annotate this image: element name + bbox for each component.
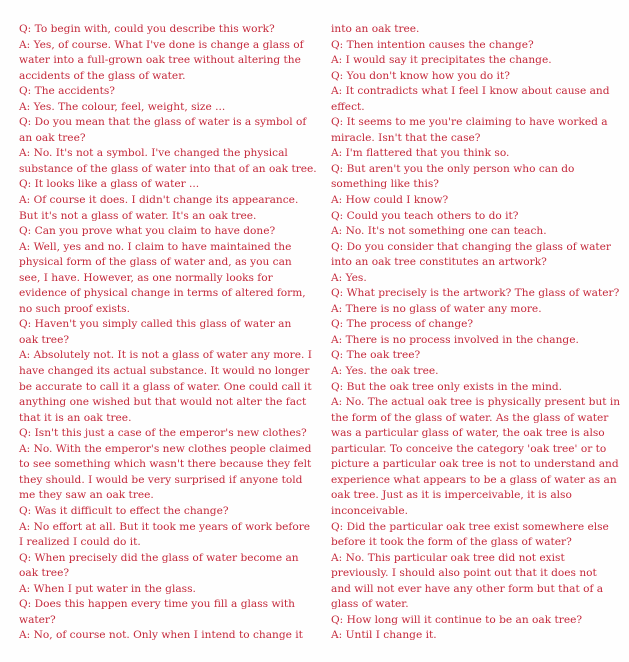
text-line: A: There is no process involved in the change. xyxy=(331,333,579,346)
text-line: previously. I should also point out that it does not xyxy=(331,567,597,580)
text-line: Q: Was it difficult to effect the change? xyxy=(19,504,229,517)
text-line: anything one wished but that would not alter the fact xyxy=(19,396,307,409)
right-column xyxy=(331,22,621,644)
text-line: particular. To conceive the category 'oak tree' or to xyxy=(331,442,607,455)
text-line: Q: Did the particular oak tree exist somewhere else xyxy=(331,520,609,533)
text-line: to see something which wasn't there because they felt xyxy=(19,458,312,471)
text-line: A: Until I change it. xyxy=(331,629,437,642)
text-line: A: No. The actual oak tree is physically present but in xyxy=(331,396,621,409)
text-line: substance of the glass of water into that of an oak tree. xyxy=(19,162,317,175)
text-line: inconceivable. xyxy=(331,504,409,517)
text-line: something like this? xyxy=(331,178,439,191)
text-line: A: Absolutely not. It is not a glass of water any more. I xyxy=(19,349,312,362)
text-line: A: I'm flattered that you think so. xyxy=(331,147,510,160)
text-line: Q: The oak tree? xyxy=(331,349,421,362)
text-line: experience what appears to be a glass of water as an xyxy=(331,473,617,486)
text-line: A: No. With the emperor's new clothes people claimed xyxy=(19,442,312,455)
text-line: Q: How long will it continue to be an oak tree? xyxy=(331,613,583,626)
text-line: A: Well, yes and no. I claim to have maintained the xyxy=(19,240,292,253)
text-line: into an oak tree constitutes an artwork? xyxy=(331,256,547,269)
text-line: A: There is no glass of water any more. xyxy=(331,302,542,315)
text-line: into an oak tree. xyxy=(331,23,420,35)
text-line: Q: What precisely is the artwork? The glass of water? xyxy=(331,287,620,300)
text-line: effect. xyxy=(331,100,365,113)
text-line: A: Yes. xyxy=(331,271,367,284)
text-line: see, I have. However, as one normally looks for xyxy=(19,271,273,284)
left-column xyxy=(19,22,317,644)
text-line: Q: Isn't this just a case of the emperor's new clothes? xyxy=(19,427,307,440)
text-line: physical form of the glass of water and, as you can xyxy=(19,256,292,269)
text-line: A: No effort at all. But it took me years of work before xyxy=(19,520,311,533)
text-line: Q: Haven't you simply called this glass of water an xyxy=(19,318,292,331)
text-line: was a particular glass of water, the oak tree is also xyxy=(331,427,605,440)
text-line: accidents of the glass of water. xyxy=(19,69,186,82)
text-line: me they saw an oak tree. xyxy=(19,489,154,502)
text-line: A: No. It's not a symbol. I've changed the physical xyxy=(19,147,288,160)
text-line: A: No, of course not. Only when I intend to change it xyxy=(19,629,303,642)
text-line: that it is an oak tree. xyxy=(19,411,132,424)
text-line: Q: The process of change? xyxy=(331,318,474,331)
text-line: A: I would say it precipitates the change. xyxy=(331,54,552,67)
text-line: Q: Do you mean that the glass of water is a symbol of xyxy=(19,116,307,129)
text-line: A: Yes. The colour, feel, weight, size ... xyxy=(19,100,226,113)
text-line: But it's not a glass of water. It's an oak tree. xyxy=(19,209,257,222)
text-line: water into a full-grown oak tree without altering the xyxy=(19,54,301,67)
text-line: Q: The accidents? xyxy=(19,85,115,98)
text-line: miracle. Isn't that the case? xyxy=(331,131,481,144)
text-line: Q: But aren't you the only person who can do xyxy=(331,162,575,175)
text-line: Q: Do you consider that changing the glass of water xyxy=(331,240,611,253)
text-line: an oak tree? xyxy=(19,131,86,144)
text-line: the form of the glass of water. As the glass of water xyxy=(331,411,609,424)
text-line: before it took the form of the glass of water? xyxy=(331,536,572,549)
text-line: glass of water. xyxy=(331,598,409,611)
text-line: Q: Can you prove what you claim to have done? xyxy=(19,225,276,238)
text-line: A: Yes. the oak tree. xyxy=(331,365,439,378)
text-line: Q: Then intention causes the change? xyxy=(331,38,534,51)
text-line: Q: When precisely did the glass of water become an xyxy=(19,551,299,564)
text-line: Q: It seems to me you're claiming to have worked a xyxy=(331,116,608,129)
text-line: A: How could I know? xyxy=(331,194,449,207)
text-line: Q: You don't know how you do it? xyxy=(331,69,510,82)
text-line: Q: Does this happen every time you fill a glass with xyxy=(19,598,295,611)
text-line: and will not ever have any other form but that of a xyxy=(331,582,604,595)
text-line: water? xyxy=(19,613,56,626)
text-line: A: When I put water in the glass. xyxy=(19,582,196,595)
text-line: A: Yes, of course. What I've done is change a glass of xyxy=(19,38,304,51)
text-line: Q: It looks like a glass of water ... xyxy=(19,178,200,191)
text-line: be accurate to call it a glass of water. One could call it xyxy=(19,380,312,393)
text-line: A: It contradicts what I feel I know about cause and xyxy=(331,85,610,98)
text-line: oak tree. Just as it is imperceivable, it is also xyxy=(331,489,572,502)
text-line: A: No. It's not something one can teach. xyxy=(331,225,547,238)
text-line: Q: But the oak tree only exists in the mind. xyxy=(331,380,563,393)
text-line: have changed its actual substance. It would no longer xyxy=(19,365,310,378)
text-line: I realized I could do it. xyxy=(19,536,141,549)
text-line: oak tree? xyxy=(19,567,70,580)
text-line: A: No. This particular oak tree did not exist xyxy=(331,551,565,564)
text-line: A: Of course it does. I didn't change its appearance. xyxy=(19,194,299,207)
text-line: Q: Could you teach others to do it? xyxy=(331,209,519,222)
text-line: Q: To begin with, could you describe this work? xyxy=(19,23,275,35)
text-line: no such proof exists. xyxy=(19,302,130,315)
text-line: evidence of physical change in terms of altered form, xyxy=(19,287,306,300)
text-line: picture a particular oak tree is not to understand and xyxy=(331,458,619,471)
text-line: oak tree? xyxy=(19,333,70,346)
text-line: they should. I would be very surprised if anyone told xyxy=(19,473,303,486)
